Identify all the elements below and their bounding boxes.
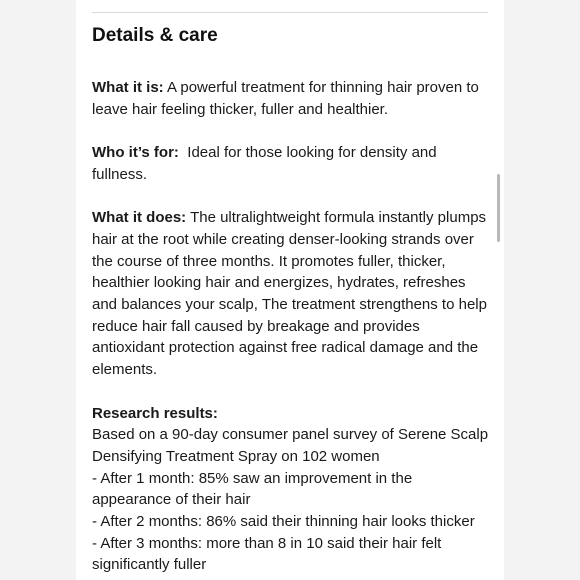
what-it-does-paragraph: [92, 207, 492, 381]
section-divider: [92, 12, 488, 13]
research-result-item: - After 2 months: 86% said their thinning hair looks thicker: [92, 513, 475, 531]
research-results-label: Research results:: [92, 404, 218, 422]
research-result-item: - After 1 month: 85% saw an improvement in the appearance of their hair: [92, 469, 413, 509]
what-it-is-label: What it is:: [92, 79, 164, 96]
who-its-for-text: Ideal for those looking for density and fullness.: [92, 144, 441, 183]
research-results-section: [92, 403, 492, 577]
section-title: Details & care: [92, 25, 218, 46]
details-panel: [76, 0, 504, 580]
who-its-for-paragraph: [92, 142, 492, 185]
who-its-for-label: Who it’s for:: [92, 144, 179, 162]
what-it-does-label: What it does:: [92, 209, 187, 227]
what-it-does-text: The ultralightweight formula instantly plumps hair at the root while creating denser-looking strands over the course of three months. It promotes fuller, thicker, healthier looking hair and energizes, hydrates, refreshes and balances your scalp, The treatment strengthens to help reduce hair fall caused by breakage and provides antioxidant protection against free radical damage and the elements.: [92, 209, 487, 379]
details-content: [92, 24, 492, 580]
what-it-is-paragraph: [92, 77, 492, 120]
what-it-is-text: A powerful treatment for thinning hair proven to leave hair feeling thicker, fuller and healthier.: [92, 79, 479, 118]
research-intro: Based on a 90-day consumer panel survey of Serene Scalp Densifying Treatment Spray on 102 women: [92, 426, 489, 465]
scrollbar-thumb[interactable]: [497, 174, 500, 242]
research-result-item: - After 3 months: more than 8 in 10 said their hair felt significantly fuller: [92, 534, 442, 574]
